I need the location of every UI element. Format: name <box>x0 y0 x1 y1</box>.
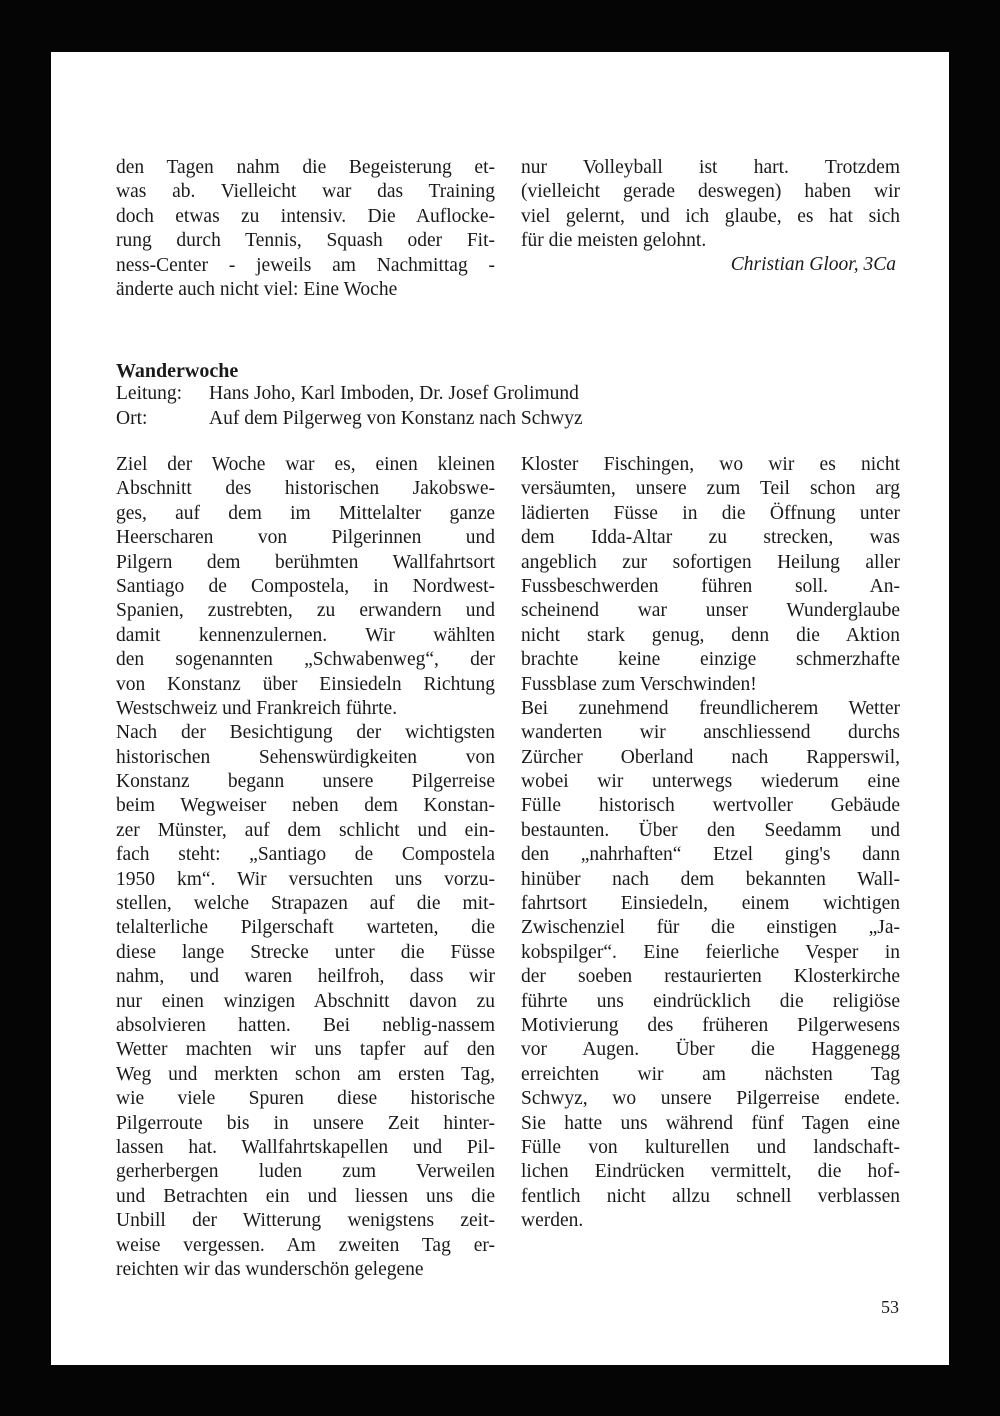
text-line: Ziel der Woche war es, einen kleinen <box>116 454 495 475</box>
text-line: nahm, und waren heilfroh, dass wir <box>116 966 495 988</box>
text-line: Spanien, zustrebten, zu erwandern und <box>116 600 495 622</box>
author-signature: Christian Gloor, 3Ca <box>730 254 896 275</box>
text-line: Fussbeschwerden führen soll. An- <box>521 575 900 597</box>
text-line: ness-Center - jeweils am Nachmittag - <box>116 254 495 276</box>
text-line: zer Münster, auf dem schlicht und ein- <box>116 819 495 841</box>
ort-label: Ort: <box>116 408 148 429</box>
text-line: Konstanz begann unsere Pilgerreise <box>116 771 495 793</box>
text-line: nur einen winzigen Abschnitt davon zu <box>116 990 495 1012</box>
text-line: Fülle von kulturellen und landschaft- <box>521 1136 900 1158</box>
text-line: änderte auch nicht viel: Eine Woche <box>116 278 398 300</box>
leitung-label: Leitung: <box>116 383 183 404</box>
text-line: der soeben restaurierten Klosterkirche <box>521 966 900 988</box>
text-line: Heerscharen von Pilgerinnen und <box>116 527 495 549</box>
leitung-row <box>116 383 579 405</box>
text-line: ges, auf dem im Mittelalter ganze <box>116 502 495 524</box>
ort-value: Auf dem Pilgerweg von Konstanz nach Schwyz <box>209 408 583 429</box>
text-line: führte uns eindrücklich die religiöse <box>521 990 900 1012</box>
leitung-value: Hans Joho, Karl Imboden, Dr. Josef Grolimund <box>209 383 579 404</box>
text-line: viel gelernt, und ich glaube, es hat sich <box>521 205 900 227</box>
text-line: werden. <box>521 1210 584 1232</box>
text-line: wanderten wir anschliessend durchs <box>521 722 900 744</box>
text-line: lassen hat. Wallfahrtskapellen und Pil- <box>116 1136 495 1158</box>
text-line: kobspilger“. Eine feierliche Vesper in <box>521 941 900 963</box>
text-line: angeblich zur sofortigen Heilung aller <box>521 551 900 573</box>
text-line: reichten wir das wunderschön gelegene <box>116 1258 424 1280</box>
text-line: nur Volleyball ist hart. Trotzdem <box>521 157 900 178</box>
document-page <box>51 52 949 1365</box>
ort-row <box>116 408 583 430</box>
text-line: Sie hatte uns während fünf Tagen eine <box>521 1112 900 1134</box>
text-line: Wetter machten wir uns tapfer auf den <box>116 1039 495 1061</box>
text-line: stellen, welche Strapazen auf die mit- <box>116 893 495 915</box>
article-title: Wanderwoche <box>116 360 239 382</box>
text-line: Pilgern dem berühmten Wallfahrtsort <box>116 551 495 573</box>
text-line: Zwischenziel für die einstigen „Ja- <box>521 917 900 939</box>
text-line: den sogenannten „Schwabenweg“, der <box>116 649 495 671</box>
article-right-column <box>521 453 900 1234</box>
text-line: Westschweiz und Frankreich führte. <box>116 697 398 719</box>
text-line: Santiago de Compostela, in Nordwest- <box>116 575 495 597</box>
text-line: was ab. Vielleicht war das Training <box>116 181 495 203</box>
text-line: erreichten wir am nächsten Tag <box>521 1063 900 1085</box>
text-line: bestaunten. Über den Seedamm und <box>521 819 900 841</box>
text-line: wobei wir unterwegs wiederum eine <box>521 771 900 793</box>
text-line: rung durch Tennis, Squash oder Fit- <box>116 230 495 252</box>
page-number: 53 <box>881 1297 899 1317</box>
text-line: gerherbergen luden zum Verweilen <box>116 1161 495 1183</box>
text-line: von Konstanz über Einsiedeln Richtung <box>116 673 495 695</box>
text-line: den Tagen nahm die Begeisterung et- <box>116 157 495 178</box>
text-line: wie viele Spuren diese historische <box>116 1088 495 1110</box>
text-line: Kloster Fischingen, wo wir es nicht <box>521 454 900 475</box>
top-left-column <box>116 156 495 302</box>
text-line: lädierten Füsse in die Öffnung unter <box>521 502 900 524</box>
text-line: Fussblase zum Verschwinden! <box>521 673 757 695</box>
text-line: Weg und merkten schon am ersten Tag, <box>116 1063 495 1085</box>
text-line: Motivierung des früheren Pilgerwesens <box>521 1014 900 1036</box>
text-line: den „nahrhaften“ Etzel ging's dann <box>521 844 900 866</box>
text-line: doch etwas zu intensiv. Die Auflocke- <box>116 205 495 227</box>
text-line: (vielleicht gerade deswegen) haben wir <box>521 181 900 203</box>
text-line: lichen Eindrücken vermittelt, die hof- <box>521 1161 900 1183</box>
text-line: und Betrachten ein und liessen uns die <box>116 1185 495 1207</box>
text-line: Schwyz, wo unsere Pilgerreise endete. <box>521 1088 900 1110</box>
text-line: absolvieren hatten. Bei neblig-nassem <box>116 1014 495 1036</box>
text-line: Zürcher Oberland nach Rapperswil, <box>521 746 900 768</box>
text-line: fentlich nicht allzu schnell verblassen <box>521 1185 900 1207</box>
text-line: vor Augen. Über die Haggenegg <box>521 1039 900 1061</box>
text-line: Nach der Besichtigung der wichtigsten <box>116 722 495 744</box>
text-line: versäumten, unsere zum Teil schon arg <box>521 478 900 500</box>
text-line: Pilgerroute bis in unsere Zeit hinter- <box>116 1112 495 1134</box>
top-right-column <box>521 156 900 254</box>
text-line: für die meisten gelohnt. <box>521 230 707 252</box>
text-line: scheinend war unser Wunderglaube <box>521 600 900 622</box>
text-line: historischen Sehenswürdigkeiten von <box>116 746 495 768</box>
text-line: Unbill der Witterung wenigstens zeit- <box>116 1210 495 1232</box>
text-line: fach steht: „Santiago de Compostela <box>116 844 495 866</box>
text-line: Bei zunehmend freundlicherem Wetter <box>521 697 900 719</box>
text-line: nicht stark genug, denn die Aktion <box>521 624 900 646</box>
text-line: dem Idda-Altar zu strecken, was <box>521 527 900 549</box>
text-line: weise vergessen. Am zweiten Tag er- <box>116 1234 495 1256</box>
text-line: Fülle historisch wertvoller Gebäude <box>521 795 900 817</box>
text-line: telalterliche Pilgerschaft warteten, die <box>116 917 495 939</box>
text-line: diese lange Strecke unter die Füsse <box>116 941 495 963</box>
text-line: damit kennenzulernen. Wir wählten <box>116 624 495 646</box>
text-line: brachte keine einzige schmerzhafte <box>521 649 900 671</box>
text-line: fahrtsort Einsiedeln, einem wichtigen <box>521 893 900 915</box>
text-line: Abschnitt des historischen Jakobswe- <box>116 478 495 500</box>
text-line: 1950 km“. Wir versuchten uns vorzu- <box>116 868 495 890</box>
article-left-column <box>116 453 495 1282</box>
text-line: beim Wegweiser neben dem Konstan- <box>116 795 495 817</box>
text-line: hinüber nach dem bekannten Wall- <box>521 868 900 890</box>
